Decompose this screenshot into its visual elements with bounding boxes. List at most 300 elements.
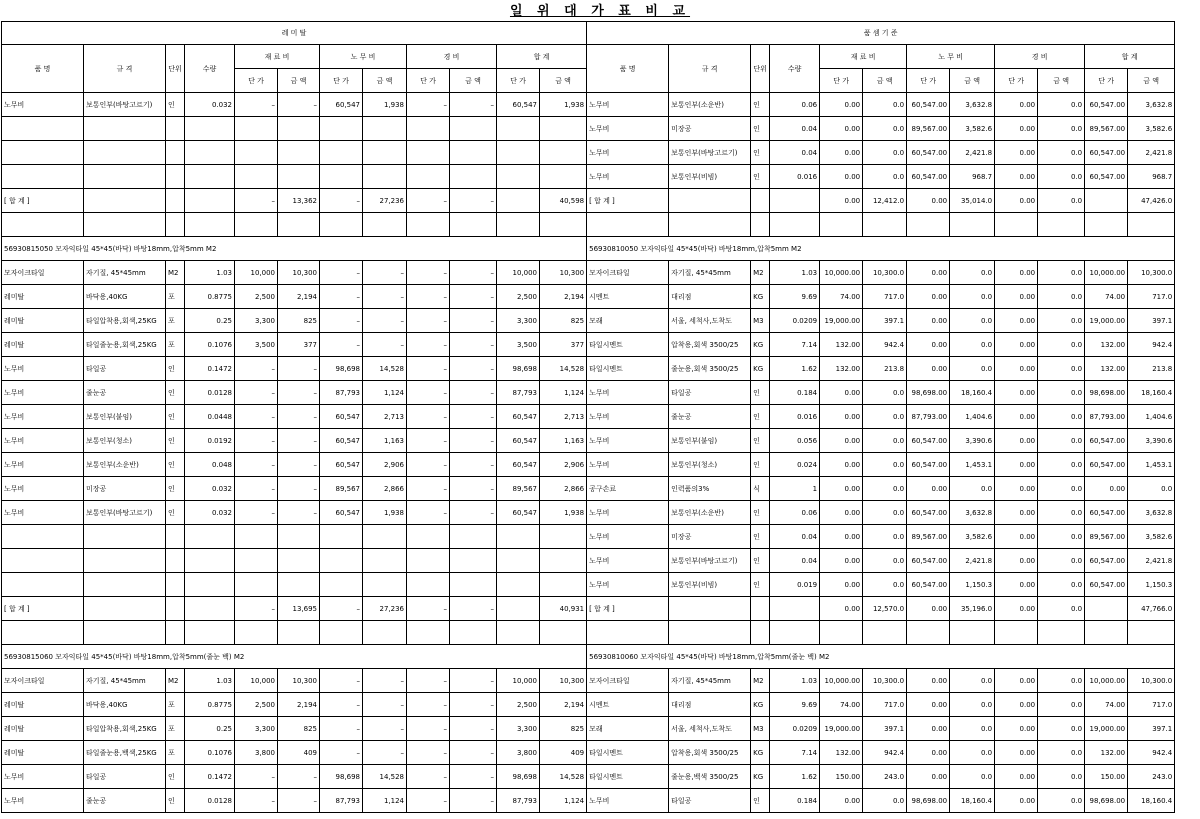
section-code-label: 56930810060 모자익타일 45*45(바닥) 바탕18mm,압착5mm(줄눈 백) M2 bbox=[587, 645, 1175, 669]
item-unit: 인 bbox=[166, 357, 185, 381]
item-qty: 0.04 bbox=[770, 549, 820, 573]
material-amount: – bbox=[278, 357, 320, 381]
table-row bbox=[2, 477, 587, 501]
table-row bbox=[587, 453, 1175, 477]
total-amount: 2,421.8 bbox=[1128, 549, 1175, 573]
total-amount: 1,938 bbox=[540, 93, 587, 117]
expense-unit-price: 0.00 bbox=[995, 693, 1038, 717]
material-amount: 0.0 bbox=[863, 525, 907, 549]
item-unit: KG bbox=[751, 693, 770, 717]
expense-amount: 0.0 bbox=[1038, 165, 1085, 189]
blank-cell bbox=[540, 117, 587, 141]
blank-cell bbox=[363, 141, 407, 165]
material-amount: 717.0 bbox=[863, 693, 907, 717]
total-unit-price: 10,000.00 bbox=[1085, 261, 1128, 285]
material-amount: 0.0 bbox=[863, 549, 907, 573]
material-unit-price: 10,000 bbox=[235, 669, 278, 693]
labor-unit-price: 0.00 bbox=[907, 717, 950, 741]
col-subheader-unit-price: 단 가 bbox=[907, 69, 950, 93]
blank-cell bbox=[540, 525, 587, 549]
item-name: 레미탈 bbox=[2, 693, 84, 717]
total-unit-price: 10,000.00 bbox=[1085, 669, 1128, 693]
total-unit-price: 74.00 bbox=[1085, 693, 1128, 717]
table-row bbox=[2, 261, 587, 285]
item-spec: 줄눈공 bbox=[84, 381, 166, 405]
expense-unit-price: – bbox=[407, 285, 450, 309]
material-unit-price: 0.00 bbox=[820, 573, 863, 597]
item-spec: 줄눈용,회색 3500/25 bbox=[669, 357, 751, 381]
blank-cell bbox=[497, 549, 540, 573]
item-unit: M2 bbox=[166, 261, 185, 285]
expense-amount: 0.0 bbox=[1038, 381, 1085, 405]
item-unit: KG bbox=[751, 285, 770, 309]
item-qty: 0.184 bbox=[770, 789, 820, 813]
expense-unit-price: – bbox=[407, 381, 450, 405]
total-amount: 2,421.8 bbox=[1128, 141, 1175, 165]
blank-cell bbox=[84, 165, 166, 189]
expense-amount: – bbox=[450, 309, 497, 333]
subtotal-row bbox=[2, 597, 587, 621]
blank-cell bbox=[278, 621, 320, 645]
expense-amount: – bbox=[450, 789, 497, 813]
material-amount: 0.0 bbox=[863, 381, 907, 405]
item-unit: 포 bbox=[166, 741, 185, 765]
item-unit: 인 bbox=[751, 141, 770, 165]
labor-unit-price: 0.00 bbox=[907, 309, 950, 333]
blank-cell bbox=[450, 213, 497, 237]
labor-amount: 2,866 bbox=[363, 477, 407, 501]
item-qty: 7.14 bbox=[770, 333, 820, 357]
total-unit-price: 60,547.00 bbox=[1085, 429, 1128, 453]
expense-unit-price: 0.00 bbox=[995, 333, 1038, 357]
item-spec: 타일줄눈용,회색,25KG bbox=[84, 333, 166, 357]
labor-unit-price: 0.00 bbox=[907, 693, 950, 717]
blank-cell bbox=[185, 141, 235, 165]
expense-unit-price: 0.00 bbox=[995, 117, 1038, 141]
expense-unit-price: 0.00 bbox=[995, 309, 1038, 333]
expense-amount: 0.0 bbox=[1038, 549, 1085, 573]
material-amount: – bbox=[278, 453, 320, 477]
item-spec: 타일공 bbox=[84, 357, 166, 381]
material-amount: 0.0 bbox=[863, 453, 907, 477]
total-amount: 942.4 bbox=[1128, 333, 1175, 357]
item-spec: 보통인부(붙임) bbox=[669, 429, 751, 453]
total-amount: 2,194 bbox=[540, 285, 587, 309]
item-unit bbox=[751, 597, 770, 621]
labor-unit-price: 60,547 bbox=[320, 501, 363, 525]
material-unit-price: – bbox=[235, 789, 278, 813]
col-subheader-amount: 금 액 bbox=[278, 69, 320, 93]
item-spec: 보통인부(바탕고르기) bbox=[84, 501, 166, 525]
expense-unit-price: 0.00 bbox=[995, 357, 1038, 381]
expense-amount: 0.0 bbox=[1038, 717, 1085, 741]
material-amount: 243.0 bbox=[863, 765, 907, 789]
table-row bbox=[2, 741, 587, 765]
blank-cell bbox=[84, 117, 166, 141]
col-subheader-unit-price: 단 가 bbox=[407, 69, 450, 93]
item-unit: 인 bbox=[166, 429, 185, 453]
item-unit: 인 bbox=[751, 117, 770, 141]
table-header-row bbox=[2, 45, 587, 69]
material-unit-price: 0.00 bbox=[820, 429, 863, 453]
expense-unit-price: 0.00 bbox=[995, 549, 1038, 573]
expense-amount: – bbox=[450, 93, 497, 117]
blank-cell bbox=[235, 117, 278, 141]
table-row bbox=[2, 381, 587, 405]
item-unit: KG bbox=[751, 741, 770, 765]
expense-amount: 0.0 bbox=[1038, 309, 1085, 333]
total-unit-price: 19,000.00 bbox=[1085, 717, 1128, 741]
labor-unit-price: 60,547.00 bbox=[907, 501, 950, 525]
expense-unit-price: 0.00 bbox=[995, 669, 1038, 693]
table-header-title-row bbox=[2, 22, 587, 45]
blank-cell bbox=[1128, 213, 1175, 237]
labor-amount: 1,453.1 bbox=[950, 453, 995, 477]
table-row bbox=[587, 501, 1175, 525]
total-unit-price bbox=[1085, 597, 1128, 621]
blank-cell bbox=[363, 165, 407, 189]
item-spec: 미장공 bbox=[669, 117, 751, 141]
labor-unit-price: – bbox=[320, 285, 363, 309]
labor-amount: – bbox=[363, 669, 407, 693]
item-qty: 0.1472 bbox=[185, 765, 235, 789]
item-qty: 0.0209 bbox=[770, 309, 820, 333]
blank-cell bbox=[820, 213, 863, 237]
expense-amount: 0.0 bbox=[1038, 789, 1085, 813]
table-row bbox=[2, 429, 587, 453]
blank-cell bbox=[407, 141, 450, 165]
labor-unit-price: 0.00 bbox=[907, 285, 950, 309]
total-unit-price: 150.00 bbox=[1085, 765, 1128, 789]
blank-row bbox=[2, 573, 587, 597]
table-header-title-row bbox=[587, 22, 1175, 45]
total-unit-price: 98,698 bbox=[497, 765, 540, 789]
item-qty: 0.048 bbox=[185, 453, 235, 477]
labor-unit-price: 98,698.00 bbox=[907, 789, 950, 813]
expense-amount: 0.0 bbox=[1038, 669, 1085, 693]
item-spec: 자기질, 45*45mm bbox=[84, 669, 166, 693]
material-unit-price: – bbox=[235, 381, 278, 405]
material-unit-price: 74.00 bbox=[820, 693, 863, 717]
item-qty: 0.016 bbox=[770, 165, 820, 189]
item-qty bbox=[770, 597, 820, 621]
expense-unit-price: 0.00 bbox=[995, 429, 1038, 453]
expense-unit-price: – bbox=[407, 669, 450, 693]
item-name: 모자이크타일 bbox=[2, 669, 84, 693]
labor-amount: – bbox=[363, 741, 407, 765]
expense-amount: 0.0 bbox=[1038, 405, 1085, 429]
blank-cell bbox=[450, 141, 497, 165]
material-amount: 0.0 bbox=[863, 789, 907, 813]
col-subheader-amount: 금 액 bbox=[1038, 69, 1085, 93]
item-qty: 0.04 bbox=[770, 117, 820, 141]
total-amount: 18,160.4 bbox=[1128, 381, 1175, 405]
total-amount: 14,528 bbox=[540, 357, 587, 381]
item-unit: 포 bbox=[166, 309, 185, 333]
total-amount: 243.0 bbox=[1128, 765, 1175, 789]
item-name: 노무비 bbox=[587, 525, 669, 549]
col-subheader-amount: 금 액 bbox=[540, 69, 587, 93]
expense-amount: 0.0 bbox=[1038, 141, 1085, 165]
col-subheader-unit-price: 단 가 bbox=[1085, 69, 1128, 93]
blank-cell bbox=[185, 117, 235, 141]
expense-amount: – bbox=[450, 669, 497, 693]
item-unit: 인 bbox=[751, 525, 770, 549]
item-spec: 보통인부(비빔) bbox=[669, 573, 751, 597]
blank-cell bbox=[185, 621, 235, 645]
item-name: 노무비 bbox=[587, 117, 669, 141]
total-amount: 14,528 bbox=[540, 765, 587, 789]
labor-amount: 1,124 bbox=[363, 381, 407, 405]
total-amount: 3,390.6 bbox=[1128, 429, 1175, 453]
expense-unit-price: – bbox=[407, 309, 450, 333]
labor-unit-price: 0.00 bbox=[907, 357, 950, 381]
total-amount: 825 bbox=[540, 309, 587, 333]
expense-unit-price: – bbox=[407, 477, 450, 501]
item-spec: 압착용,회색 3500/25 bbox=[669, 333, 751, 357]
expense-amount: 0.0 bbox=[1038, 573, 1085, 597]
expense-amount: – bbox=[450, 285, 497, 309]
section-code-row bbox=[2, 237, 587, 261]
table-row bbox=[2, 717, 587, 741]
table-row bbox=[2, 669, 587, 693]
blank-cell bbox=[497, 213, 540, 237]
item-qty: 0.04 bbox=[770, 525, 820, 549]
material-unit-price: – bbox=[235, 405, 278, 429]
labor-amount: 3,632.8 bbox=[950, 93, 995, 117]
labor-amount: 1,150.3 bbox=[950, 573, 995, 597]
blank-cell bbox=[450, 549, 497, 573]
blank-cell bbox=[166, 525, 185, 549]
labor-unit-price: 0.00 bbox=[907, 741, 950, 765]
material-amount: 397.1 bbox=[863, 717, 907, 741]
item-spec: 서울, 세척사,도착도 bbox=[669, 309, 751, 333]
labor-unit-price: 0.00 bbox=[907, 597, 950, 621]
material-unit-price: 2,500 bbox=[235, 285, 278, 309]
col-subheader-unit-price: 단 가 bbox=[497, 69, 540, 93]
blank-cell bbox=[166, 213, 185, 237]
total-amount: 1,124 bbox=[540, 381, 587, 405]
item-unit: M2 bbox=[751, 669, 770, 693]
blank-row bbox=[587, 621, 1175, 645]
item-spec: 타일압착용,회색,25KG bbox=[84, 717, 166, 741]
material-unit-price: – bbox=[235, 477, 278, 501]
material-unit-price: 0.00 bbox=[820, 381, 863, 405]
labor-unit-price: 60,547.00 bbox=[907, 165, 950, 189]
total-unit-price bbox=[1085, 189, 1128, 213]
col-header-qty: 수량 bbox=[185, 45, 235, 93]
item-name: 타일시멘트 bbox=[587, 333, 669, 357]
expense-unit-price: – bbox=[407, 333, 450, 357]
total-amount: 10,300.0 bbox=[1128, 261, 1175, 285]
material-amount: – bbox=[278, 381, 320, 405]
expense-amount: 0.0 bbox=[1038, 189, 1085, 213]
labor-amount: 35,014.0 bbox=[950, 189, 995, 213]
item-spec: 서울, 세척사,도착도 bbox=[669, 717, 751, 741]
labor-unit-price: 98,698 bbox=[320, 765, 363, 789]
blank-cell bbox=[185, 213, 235, 237]
item-qty: 0.032 bbox=[185, 477, 235, 501]
item-unit: 인 bbox=[751, 405, 770, 429]
blank-cell bbox=[278, 549, 320, 573]
table-row bbox=[2, 789, 587, 813]
material-amount: – bbox=[278, 501, 320, 525]
item-name: 노무비 bbox=[587, 93, 669, 117]
total-amount: 409 bbox=[540, 741, 587, 765]
item-qty: 0.06 bbox=[770, 501, 820, 525]
total-unit-price: 3,800 bbox=[497, 741, 540, 765]
item-name: 레미탈 bbox=[2, 717, 84, 741]
blank-cell bbox=[407, 117, 450, 141]
col-header-labor: 노 무 비 bbox=[320, 45, 407, 69]
total-unit-price: 98,698 bbox=[497, 357, 540, 381]
expense-unit-price: – bbox=[407, 429, 450, 453]
blank-cell bbox=[363, 117, 407, 141]
labor-amount: 3,582.6 bbox=[950, 525, 995, 549]
item-spec: 바닥용,40KG bbox=[84, 693, 166, 717]
item-spec: 타일줄눈용,백색,25KG bbox=[84, 741, 166, 765]
blank-cell bbox=[84, 141, 166, 165]
expense-unit-price: 0.00 bbox=[995, 453, 1038, 477]
total-unit-price: 2,500 bbox=[497, 693, 540, 717]
labor-unit-price: – bbox=[320, 597, 363, 621]
item-name: 노무비 bbox=[2, 477, 84, 501]
blank-cell bbox=[2, 213, 84, 237]
material-amount: – bbox=[278, 93, 320, 117]
expense-amount: – bbox=[450, 501, 497, 525]
labor-unit-price: 60,547.00 bbox=[907, 453, 950, 477]
blank-cell bbox=[278, 573, 320, 597]
expense-amount: – bbox=[450, 429, 497, 453]
labor-amount: 0.0 bbox=[950, 717, 995, 741]
total-unit-price: 10,000 bbox=[497, 261, 540, 285]
blank-cell bbox=[1085, 621, 1128, 645]
blank-cell bbox=[407, 165, 450, 189]
expense-amount: – bbox=[450, 693, 497, 717]
item-spec: 미장공 bbox=[669, 525, 751, 549]
expense-amount: – bbox=[450, 453, 497, 477]
labor-unit-price: – bbox=[320, 333, 363, 357]
blank-cell bbox=[320, 141, 363, 165]
blank-cell bbox=[320, 549, 363, 573]
total-unit-price: 98,698.00 bbox=[1085, 789, 1128, 813]
blank-row bbox=[587, 213, 1175, 237]
total-amount: 377 bbox=[540, 333, 587, 357]
item-name: [ 합 계 ] bbox=[2, 597, 84, 621]
material-amount: 825 bbox=[278, 309, 320, 333]
blank-cell bbox=[540, 165, 587, 189]
item-spec: 줄눈공 bbox=[84, 789, 166, 813]
material-amount: 13,695 bbox=[278, 597, 320, 621]
item-unit: KG bbox=[751, 765, 770, 789]
total-unit-price: 87,793 bbox=[497, 789, 540, 813]
material-amount: 0.0 bbox=[863, 141, 907, 165]
item-qty: 0.8775 bbox=[185, 285, 235, 309]
blank-cell bbox=[2, 141, 84, 165]
table-row bbox=[2, 357, 587, 381]
total-amount: 717.0 bbox=[1128, 285, 1175, 309]
item-unit: M2 bbox=[166, 669, 185, 693]
item-qty: 1.03 bbox=[770, 669, 820, 693]
blank-cell bbox=[235, 213, 278, 237]
blank-row bbox=[2, 141, 587, 165]
total-amount: 1,163 bbox=[540, 429, 587, 453]
blank-row bbox=[2, 117, 587, 141]
item-spec: 자기질, 45*45mm bbox=[84, 261, 166, 285]
material-amount: 0.0 bbox=[863, 93, 907, 117]
labor-unit-price: – bbox=[320, 309, 363, 333]
blank-cell bbox=[185, 573, 235, 597]
item-unit: M2 bbox=[751, 261, 770, 285]
blank-cell bbox=[407, 621, 450, 645]
table-row bbox=[587, 285, 1175, 309]
table-row bbox=[587, 309, 1175, 333]
item-name: 노무비 bbox=[587, 381, 669, 405]
material-unit-price: 0.00 bbox=[820, 405, 863, 429]
item-spec: 대리점 bbox=[669, 693, 751, 717]
labor-unit-price: 0.00 bbox=[907, 261, 950, 285]
item-spec: 보통인부(청소) bbox=[669, 453, 751, 477]
blank-cell bbox=[235, 549, 278, 573]
blank-cell bbox=[235, 525, 278, 549]
expense-amount: – bbox=[450, 741, 497, 765]
item-name: 모래 bbox=[587, 309, 669, 333]
blank-cell bbox=[2, 549, 84, 573]
item-name: [ 합 계 ] bbox=[587, 597, 669, 621]
labor-amount: – bbox=[363, 693, 407, 717]
blank-cell bbox=[407, 213, 450, 237]
table-row bbox=[587, 789, 1175, 813]
col-header-labor: 노 무 비 bbox=[907, 45, 995, 69]
blank-cell bbox=[540, 213, 587, 237]
expense-amount: – bbox=[450, 405, 497, 429]
item-name: 노무비 bbox=[587, 429, 669, 453]
section-code-row bbox=[587, 645, 1175, 669]
labor-unit-price: 87,793 bbox=[320, 381, 363, 405]
table-row bbox=[2, 285, 587, 309]
item-name: 노무비 bbox=[587, 789, 669, 813]
material-unit-price: – bbox=[235, 501, 278, 525]
total-unit-price: 60,547.00 bbox=[1085, 573, 1128, 597]
item-spec: 보통인부(소운반) bbox=[84, 453, 166, 477]
expense-unit-price: – bbox=[407, 597, 450, 621]
labor-amount: 35,196.0 bbox=[950, 597, 995, 621]
col-header-spec: 규 격 bbox=[669, 45, 751, 93]
blank-cell bbox=[950, 213, 995, 237]
section-code-label: 56930815060 모자익타일 45*45(바닥) 바탕18mm,압착5mm(줄눈 백) M2 bbox=[2, 645, 587, 669]
material-unit-price: 10,000.00 bbox=[820, 669, 863, 693]
labor-unit-price: 60,547 bbox=[320, 93, 363, 117]
col-subheader-amount: 금 액 bbox=[363, 69, 407, 93]
item-spec: 보통인부(비빔) bbox=[669, 165, 751, 189]
blank-cell bbox=[751, 621, 770, 645]
total-amount: 2,194 bbox=[540, 693, 587, 717]
blank-cell bbox=[2, 621, 84, 645]
total-unit-price: 3,300 bbox=[497, 717, 540, 741]
item-qty: 9.69 bbox=[770, 693, 820, 717]
blank-cell bbox=[669, 213, 751, 237]
item-name: 노무비 bbox=[2, 453, 84, 477]
blank-cell bbox=[278, 165, 320, 189]
page-title: 일 위 대 가 표 비 교 bbox=[509, 4, 691, 19]
comparison-tables bbox=[1, 21, 1175, 813]
labor-amount: – bbox=[363, 309, 407, 333]
material-amount: 213.8 bbox=[863, 357, 907, 381]
total-unit-price: 3,300 bbox=[497, 309, 540, 333]
blank-cell bbox=[820, 621, 863, 645]
labor-amount: 18,160.4 bbox=[950, 789, 995, 813]
table-row bbox=[587, 717, 1175, 741]
